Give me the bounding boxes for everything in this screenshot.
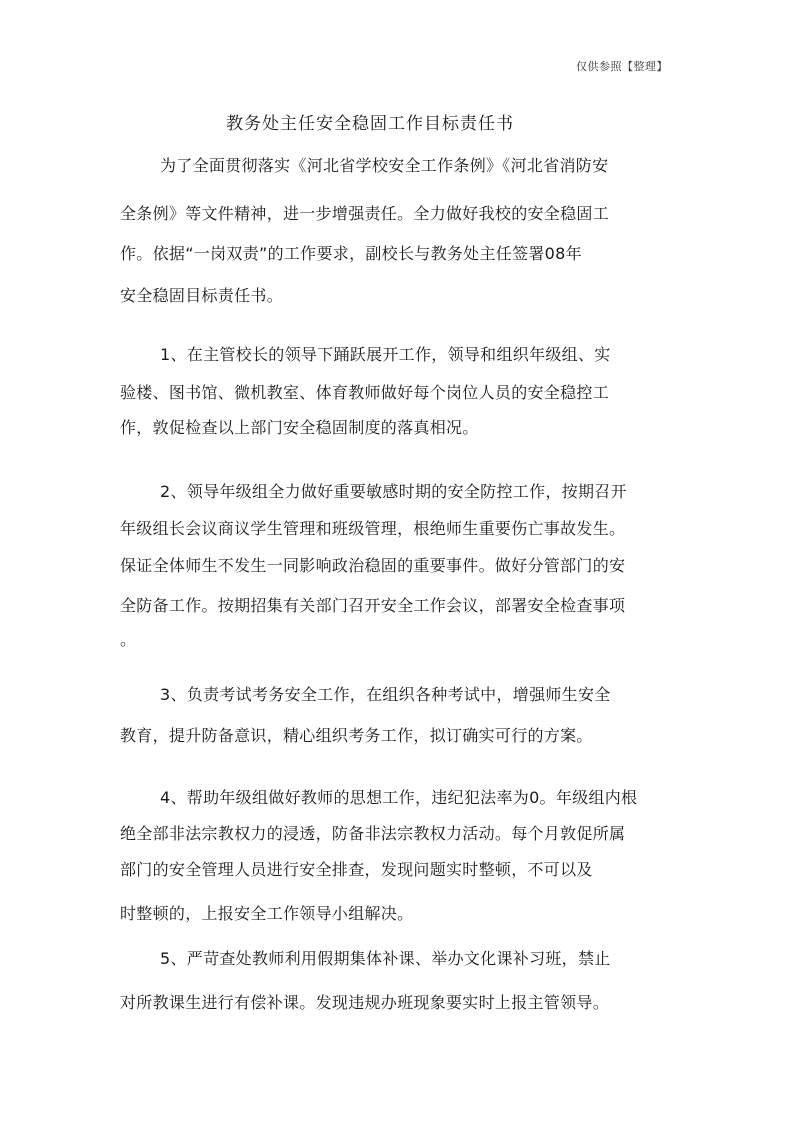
item4-line: 时整顿的，上报安全工作领导小组解决。	[120, 904, 414, 923]
item2-line: 年级组长会议商议学生管理和班级管理，根绝师生重要伤亡事故发生。	[120, 519, 626, 538]
item4-line: 4、帮助年级组做好教师的思想工作，违纪犯法率为0。年级组内根	[160, 788, 638, 807]
item2-line: 保证全体师生不发生一同影响政治稳固的重要事件。做好分管部门的安	[120, 556, 626, 575]
intro-line: 为了全面贯彻落实《河北省学校安全工作条例》《河北省消防安	[160, 156, 609, 175]
item1-line: 验楼、图书馆、微机教室、体育教师做好每个岗位人员的安全稳控工	[120, 383, 610, 402]
item1-line: 作，敦促检查以上部门安全稳固制度的落真相况。	[120, 418, 479, 437]
intro-line: 安全稳固目标责任书。	[120, 286, 284, 305]
item5-line: 对所教课生进行有偿补课。发现违规办班现象要实时上报主管领导。	[120, 993, 610, 1012]
item4-line: 绝全部非法宗教权力的浸透，防备非法宗教权力活动。每个月敦促所属	[120, 824, 626, 843]
item2-line: 全防备工作。按期招集有关部门召开安全工作会议，部署安全检查事项	[120, 596, 626, 615]
item4-line: 部门的安全管理人员进行安全排查，发现问题实时整顿，不可以及	[120, 860, 593, 879]
intro-line: 作。依据“一岗双责”的工作要求，副校长与教务处主任签署08年	[120, 244, 582, 263]
item3-line: 教育，提升防备意识，精心组织考务工作，拟订确实可行的方案。	[120, 726, 593, 745]
document-title: 教务处主任安全稳固工作目标责任书	[226, 114, 514, 134]
item1-line: 1、在主管校长的领导下踊跃展开工作，领导和组织年级组、实	[160, 345, 611, 364]
intro-line: 全条例》等文件精神，进一步增强责任。全力做好我校的安全稳固工	[120, 204, 610, 223]
item2-line: 2、领导年级组全力做好重要敏感时期的安全防控工作，按期召开	[160, 482, 627, 501]
item5-line: 5、严苛查处教师利用假期集体补课、举办文化课补习班，禁止	[160, 949, 611, 968]
header-note: 仅供参照【整理】	[576, 60, 668, 73]
item2-line: 。	[120, 630, 137, 649]
item3-line: 3、负责考试考务安全工作，在组织各种考试中，增强师生安全	[160, 685, 611, 704]
